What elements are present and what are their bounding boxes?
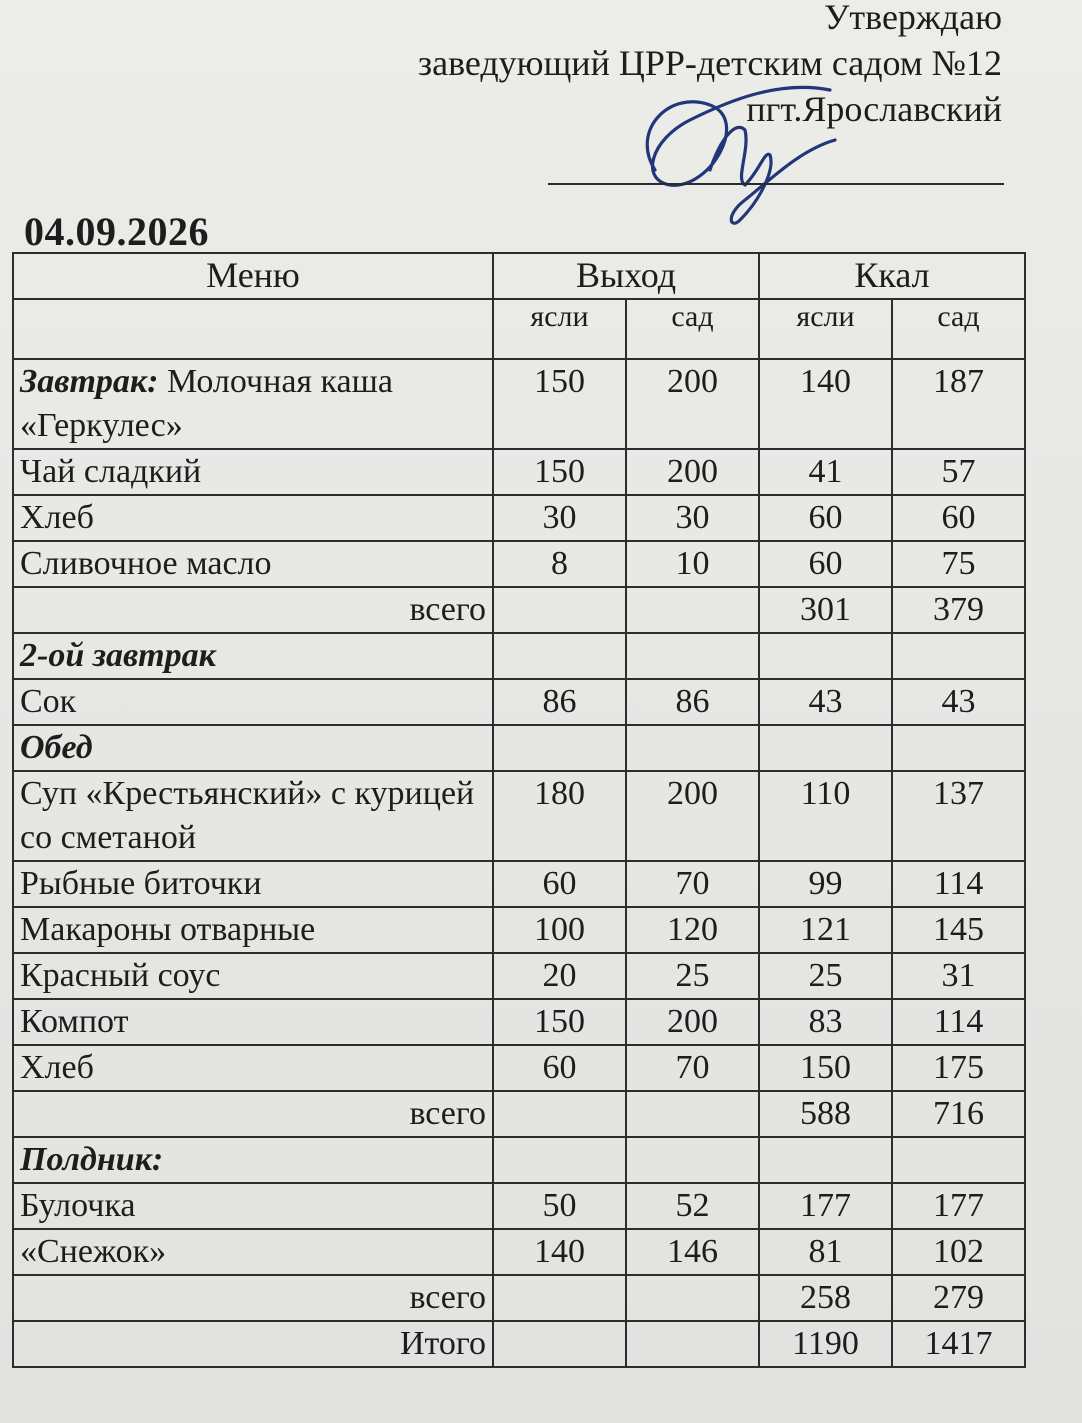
kcal-garden-cell: 75 — [892, 541, 1025, 587]
dish-name: «Снежок» — [20, 1233, 167, 1270]
signature-line — [548, 183, 1004, 185]
header-output-garden: сад — [626, 299, 759, 359]
kcal-nursery-cell: 301 — [759, 587, 892, 633]
total-row — [13, 1275, 1025, 1321]
row-label — [13, 771, 493, 861]
output-garden-cell: 70 — [626, 1045, 759, 1091]
meal-title: 2-ой завтрак — [20, 637, 216, 674]
output-nursery-cell: 20 — [493, 953, 626, 999]
output-garden-cell: 146 — [626, 1229, 759, 1275]
dish-name: Молочная каша «Геркулес» — [20, 363, 393, 444]
row-label — [13, 861, 493, 907]
header-kcal: Ккал — [759, 253, 1025, 299]
table-row — [13, 1229, 1025, 1275]
table-row — [13, 1045, 1025, 1091]
table-row — [13, 999, 1025, 1045]
header-menu: Меню — [13, 253, 493, 299]
row-label — [13, 633, 493, 679]
row-label — [13, 1091, 493, 1137]
dish-name: Итого — [399, 1325, 486, 1362]
output-garden-cell: 200 — [626, 359, 759, 449]
menu-date: 04.09.2026 — [24, 209, 209, 254]
table-row — [13, 771, 1025, 861]
output-garden-cell: 10 — [626, 541, 759, 587]
output-garden-cell: 200 — [626, 449, 759, 495]
row-label — [13, 1321, 493, 1367]
meal-title: Завтрак: — [20, 363, 159, 400]
output-garden-cell: 30 — [626, 495, 759, 541]
row-label — [13, 1229, 493, 1275]
output-nursery-cell: 8 — [493, 541, 626, 587]
row-label — [13, 541, 493, 587]
output-garden-cell: 86 — [626, 679, 759, 725]
kcal-garden-cell: 379 — [892, 587, 1025, 633]
row-label — [13, 495, 493, 541]
kcal-nursery-cell: 60 — [759, 495, 892, 541]
row-label — [13, 725, 493, 771]
output-nursery-cell — [493, 1321, 626, 1367]
output-nursery-cell: 150 — [493, 999, 626, 1045]
total-row — [13, 1321, 1025, 1367]
row-label — [13, 449, 493, 495]
kcal-garden-cell: 1417 — [892, 1321, 1025, 1367]
table-row — [13, 1183, 1025, 1229]
output-garden-cell: 200 — [626, 771, 759, 861]
dish-name: Хлеб — [20, 499, 94, 536]
kcal-nursery-cell: 99 — [759, 861, 892, 907]
kcal-garden-cell: 31 — [892, 953, 1025, 999]
dish-name: Компот — [20, 1003, 129, 1040]
output-garden-cell — [626, 633, 759, 679]
table-row — [13, 541, 1025, 587]
row-label — [13, 1183, 493, 1229]
row-label — [13, 953, 493, 999]
header-kcal-nursery: ясли — [759, 299, 892, 359]
section-row — [13, 1137, 1025, 1183]
kcal-nursery-cell: 81 — [759, 1229, 892, 1275]
header-empty — [13, 299, 493, 359]
kcal-garden-cell: 175 — [892, 1045, 1025, 1091]
output-garden-cell — [626, 725, 759, 771]
output-nursery-cell — [493, 587, 626, 633]
output-nursery-cell: 60 — [493, 1045, 626, 1091]
output-garden-cell: 25 — [626, 953, 759, 999]
kcal-garden-cell: 43 — [892, 679, 1025, 725]
row-label — [13, 999, 493, 1045]
menu-table-body — [13, 359, 1025, 1367]
output-nursery-cell — [493, 1137, 626, 1183]
dish-name: всего — [409, 591, 486, 628]
output-nursery-cell — [493, 725, 626, 771]
kcal-nursery-cell: 43 — [759, 679, 892, 725]
output-nursery-cell: 50 — [493, 1183, 626, 1229]
row-label — [13, 1275, 493, 1321]
output-nursery-cell — [493, 633, 626, 679]
kcal-garden-cell: 137 — [892, 771, 1025, 861]
table-row — [13, 359, 1025, 449]
table-row — [13, 679, 1025, 725]
kcal-garden-cell — [892, 1137, 1025, 1183]
kcal-nursery-cell: 110 — [759, 771, 892, 861]
dish-name: всего — [409, 1279, 486, 1316]
dish-name: Красный соус — [20, 957, 221, 994]
menu-table — [12, 252, 1026, 1368]
kcal-nursery-cell: 25 — [759, 953, 892, 999]
row-label — [13, 907, 493, 953]
kcal-garden-cell: 60 — [892, 495, 1025, 541]
output-nursery-cell: 140 — [493, 1229, 626, 1275]
dish-name: Сливочное масло — [20, 545, 272, 582]
dish-name: Суп «Крестьянский» с курицей со сметаной — [20, 775, 475, 856]
output-garden-cell: 70 — [626, 861, 759, 907]
output-nursery-cell: 86 — [493, 679, 626, 725]
kcal-garden-cell: 716 — [892, 1091, 1025, 1137]
kcal-nursery-cell — [759, 633, 892, 679]
output-garden-cell — [626, 1137, 759, 1183]
kcal-nursery-cell: 41 — [759, 449, 892, 495]
kcal-nursery-cell: 60 — [759, 541, 892, 587]
output-nursery-cell: 150 — [493, 449, 626, 495]
row-label — [13, 1137, 493, 1183]
kcal-garden-cell — [892, 633, 1025, 679]
section-row — [13, 633, 1025, 679]
kcal-garden-cell: 102 — [892, 1229, 1025, 1275]
table-row — [13, 861, 1025, 907]
output-garden-cell — [626, 587, 759, 633]
output-nursery-cell: 100 — [493, 907, 626, 953]
table-row — [13, 907, 1025, 953]
row-label — [13, 1045, 493, 1091]
kcal-nursery-cell: 258 — [759, 1275, 892, 1321]
kcal-garden-cell: 145 — [892, 907, 1025, 953]
dish-name: Чай сладкий — [20, 453, 202, 490]
kcal-nursery-cell — [759, 1137, 892, 1183]
meal-title: Полдник: — [20, 1141, 164, 1178]
output-nursery-cell: 30 — [493, 495, 626, 541]
kcal-nursery-cell: 121 — [759, 907, 892, 953]
output-nursery-cell: 180 — [493, 771, 626, 861]
header-kcal-garden: сад — [892, 299, 1025, 359]
output-nursery-cell: 60 — [493, 861, 626, 907]
row-label — [13, 679, 493, 725]
dish-name: Булочка — [20, 1187, 136, 1224]
output-nursery-cell: 150 — [493, 359, 626, 449]
dish-name: Сок — [20, 683, 77, 720]
output-garden-cell — [626, 1091, 759, 1137]
kcal-nursery-cell: 140 — [759, 359, 892, 449]
kcal-nursery-cell: 177 — [759, 1183, 892, 1229]
approval-location: пгт.Ярославский — [746, 89, 1002, 129]
approval-title: Утверждаю — [823, 0, 1002, 37]
kcal-garden-cell: 177 — [892, 1183, 1025, 1229]
header-output: Выход — [493, 253, 759, 299]
output-nursery-cell — [493, 1091, 626, 1137]
dish-name: Макароны отварные — [20, 911, 316, 948]
kcal-nursery-cell: 83 — [759, 999, 892, 1045]
output-garden-cell: 120 — [626, 907, 759, 953]
kcal-garden-cell: 114 — [892, 999, 1025, 1045]
output-garden-cell — [626, 1275, 759, 1321]
output-nursery-cell — [493, 1275, 626, 1321]
approval-position: заведующий ЦРР-детским садом №12 — [417, 43, 1002, 83]
kcal-nursery-cell: 1190 — [759, 1321, 892, 1367]
table-row — [13, 953, 1025, 999]
kcal-nursery-cell: 150 — [759, 1045, 892, 1091]
output-garden-cell: 52 — [626, 1183, 759, 1229]
output-garden-cell — [626, 1321, 759, 1367]
kcal-nursery-cell — [759, 725, 892, 771]
handwritten-signature — [560, 60, 840, 230]
dish-name: Хлеб — [20, 1049, 94, 1086]
header-output-nursery: ясли — [493, 299, 626, 359]
total-row — [13, 587, 1025, 633]
kcal-garden-cell: 279 — [892, 1275, 1025, 1321]
total-row — [13, 1091, 1025, 1137]
dish-name: Рыбные биточки — [20, 865, 262, 902]
dish-name: всего — [409, 1095, 486, 1132]
kcal-nursery-cell: 588 — [759, 1091, 892, 1137]
kcal-garden-cell — [892, 725, 1025, 771]
row-label — [13, 359, 493, 449]
meal-title: Обед — [20, 729, 93, 766]
section-row — [13, 725, 1025, 771]
output-garden-cell: 200 — [626, 999, 759, 1045]
kcal-garden-cell: 57 — [892, 449, 1025, 495]
kcal-garden-cell: 114 — [892, 861, 1025, 907]
table-row — [13, 449, 1025, 495]
table-row — [13, 495, 1025, 541]
row-label — [13, 587, 493, 633]
kcal-garden-cell: 187 — [892, 359, 1025, 449]
